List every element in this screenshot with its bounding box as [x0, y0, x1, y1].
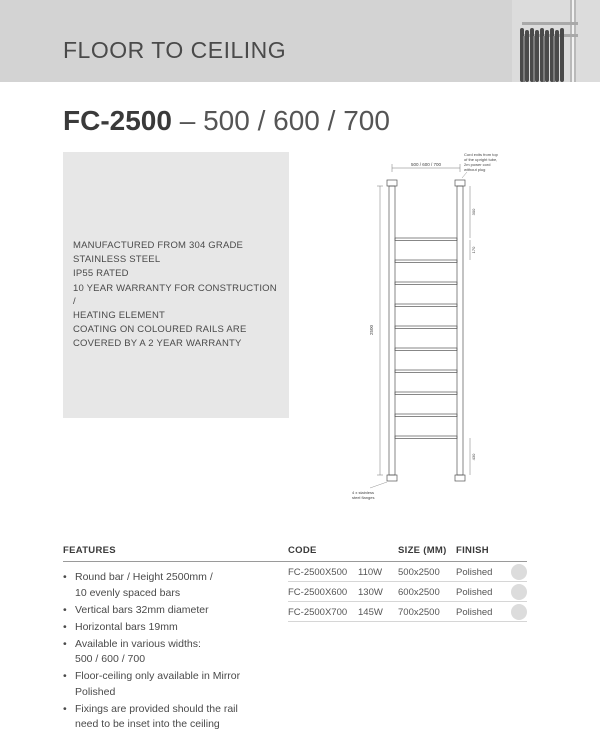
- product-size: 700x2500: [398, 607, 440, 618]
- spec-line: 10 YEAR WARRANTY FOR CONSTRUCTION /: [73, 282, 277, 307]
- product-code: FC-2500X700: [288, 607, 348, 618]
- finish-column-header: FINISH: [456, 545, 489, 556]
- code-column-header: CODE: [288, 545, 317, 556]
- product-code: FC-2500X500: [288, 567, 348, 578]
- bullet-icon: •: [63, 571, 67, 583]
- bottom-flange-right: [455, 475, 465, 481]
- spec-line: COATING ON COLOURED RAILS ARE: [73, 324, 247, 335]
- width-label: 500 / 600 / 700: [410, 162, 442, 167]
- rail-spacing-label: 170: [471, 246, 476, 254]
- towel-rail-photo: [512, 0, 600, 82]
- finish-swatch: [511, 604, 527, 620]
- cord-note-line: without plug: [464, 167, 486, 172]
- finish-swatch: [511, 584, 527, 600]
- product-wattage: 145W: [358, 607, 383, 618]
- cord-note-line: Cord exits from top: [464, 152, 498, 157]
- bullet-icon: •: [63, 702, 67, 715]
- top-flange-right: [455, 180, 465, 186]
- technical-drawing: [340, 148, 540, 518]
- spec-line: MANUFACTURED FROM 304 GRADE: [73, 240, 244, 251]
- feature-item: • Horizontal bars 19mm: [63, 620, 278, 636]
- cord-note-line: of the upright tube,: [464, 157, 498, 162]
- bullet-icon: •: [63, 603, 67, 616]
- spec-line: HEATING ELEMENT: [73, 309, 166, 321]
- header-band: [0, 0, 600, 82]
- left-upright: [389, 186, 395, 475]
- product-code: FC-2500X600: [288, 587, 348, 598]
- page-title: FLOOR TO CEILING: [63, 37, 287, 63]
- flange-note-line: steel flanges: [352, 495, 375, 500]
- product-wattage: 130W: [358, 587, 383, 598]
- size-column-header: SIZE (MM): [398, 545, 447, 556]
- flange-note-line: 4 x stainless: [352, 490, 375, 495]
- height-label: 2500: [369, 324, 374, 336]
- bottom-offset-label: 430: [471, 453, 476, 461]
- product-finish: Polished: [456, 607, 493, 618]
- feature-item: • Available in various widths: 500 / 600 / 700: [63, 637, 201, 665]
- horizontal-bars: [395, 238, 457, 439]
- spec-box: [63, 152, 289, 418]
- right-upright: [457, 186, 463, 475]
- features-list: [63, 570, 278, 734]
- product-finish: Polished: [456, 587, 493, 598]
- bottom-flange-left: [387, 475, 397, 481]
- top-offset-label: 300: [471, 208, 476, 216]
- product-wattage: 110W: [358, 567, 383, 578]
- model-title: [63, 105, 390, 137]
- spec-line: STAINLESS STEEL: [73, 253, 161, 265]
- bullet-icon: •: [63, 670, 67, 682]
- spec-line: COVERED BY A 2 YEAR WARRANTY: [73, 337, 242, 349]
- model-code: FC-2500: [63, 105, 172, 136]
- product-table: [288, 562, 527, 622]
- features-heading: FEATURES: [63, 545, 116, 556]
- table-row: [288, 582, 527, 602]
- spec-line: IP55 RATED: [73, 268, 129, 279]
- bullet-icon: •: [63, 637, 67, 650]
- feature-item: • Vertical bars 32mm diameter: [63, 603, 278, 619]
- model-separator: –: [171, 105, 204, 136]
- top-flange-left: [387, 180, 397, 186]
- product-finish: Polished: [456, 567, 493, 578]
- model-sizes: 500 / 600 / 700: [203, 105, 390, 136]
- feature-item: • Floor-ceiling only available in Mirror Polished: [63, 670, 241, 698]
- feature-item: • Round bar / Height 2500mm / 10 evenly spaced bars: [63, 571, 213, 599]
- cord-note-line: 2m power cord: [464, 162, 491, 167]
- table-row: [288, 562, 527, 582]
- product-size: 500x2500: [398, 567, 440, 578]
- bullet-icon: •: [63, 620, 67, 633]
- product-size: 600x2500: [398, 587, 440, 598]
- feature-item: • Fixings are provided should the rail need to be inset into the ceiling: [63, 702, 238, 730]
- finish-swatch: [511, 564, 527, 580]
- table-row: [288, 602, 527, 622]
